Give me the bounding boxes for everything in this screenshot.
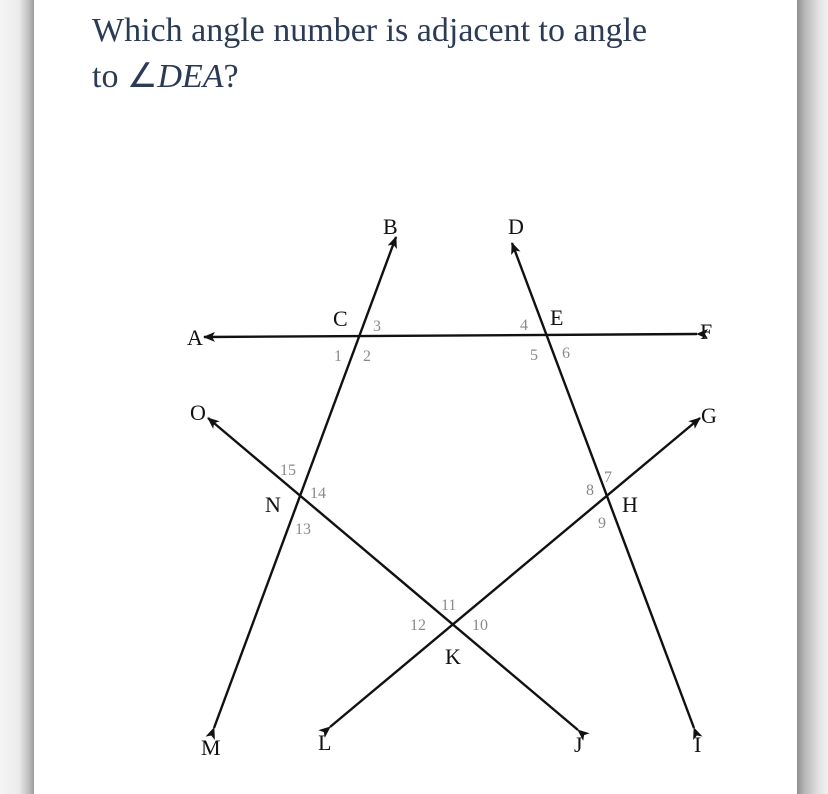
question-line-2-suffix: ?: [223, 58, 239, 95]
angle-number-6: 6: [562, 345, 570, 362]
point-label-f: F: [700, 319, 713, 344]
point-label-a: A: [187, 325, 203, 350]
angle-number-3: 3: [373, 318, 381, 335]
angle-number-9: 9: [598, 515, 606, 532]
angle-number-1: 1: [334, 348, 342, 365]
line-gl: [330, 418, 700, 727]
point-label-c: C: [333, 306, 348, 331]
point-label-b: B: [383, 214, 398, 239]
point-label-o: O: [190, 400, 206, 425]
point-label-n: N: [265, 492, 281, 517]
point-label-j: J: [574, 732, 583, 757]
point-label-i: I: [694, 732, 702, 757]
angle-number-4: 4: [520, 317, 528, 334]
angle-number-labels: [280, 317, 612, 634]
angle-number-8: 8: [586, 482, 594, 499]
line-bm: [214, 237, 396, 728]
angle-number-5: 5: [530, 347, 538, 364]
point-label-d: D: [508, 214, 524, 239]
angle-symbol: ∠: [126, 58, 158, 95]
point-label-e: E: [550, 305, 564, 330]
question-line-2-prefix: to: [92, 58, 127, 95]
point-labels: [187, 214, 717, 760]
angle-number-13: 13: [295, 521, 311, 538]
question-line-1: Which angle number is adjacent to angle: [92, 12, 648, 49]
point-label-m: M: [201, 735, 221, 760]
angle-number-7: 7: [604, 469, 612, 486]
line-af: [204, 334, 697, 337]
angle-number-12: 12: [410, 617, 426, 634]
point-label-k: K: [445, 644, 461, 669]
angle-number-10: 10: [472, 617, 488, 634]
angle-number-11: 11: [441, 597, 457, 614]
angle-name: DEA: [157, 58, 224, 95]
point-label-h: H: [622, 492, 638, 517]
line-di: [512, 243, 694, 728]
line-oj: [208, 418, 578, 730]
point-label-l: L: [318, 730, 332, 755]
angle-number-15: 15: [280, 462, 296, 479]
angle-number-2: 2: [363, 348, 371, 365]
angle-number-14: 14: [310, 485, 326, 502]
point-label-g: G: [701, 403, 717, 428]
